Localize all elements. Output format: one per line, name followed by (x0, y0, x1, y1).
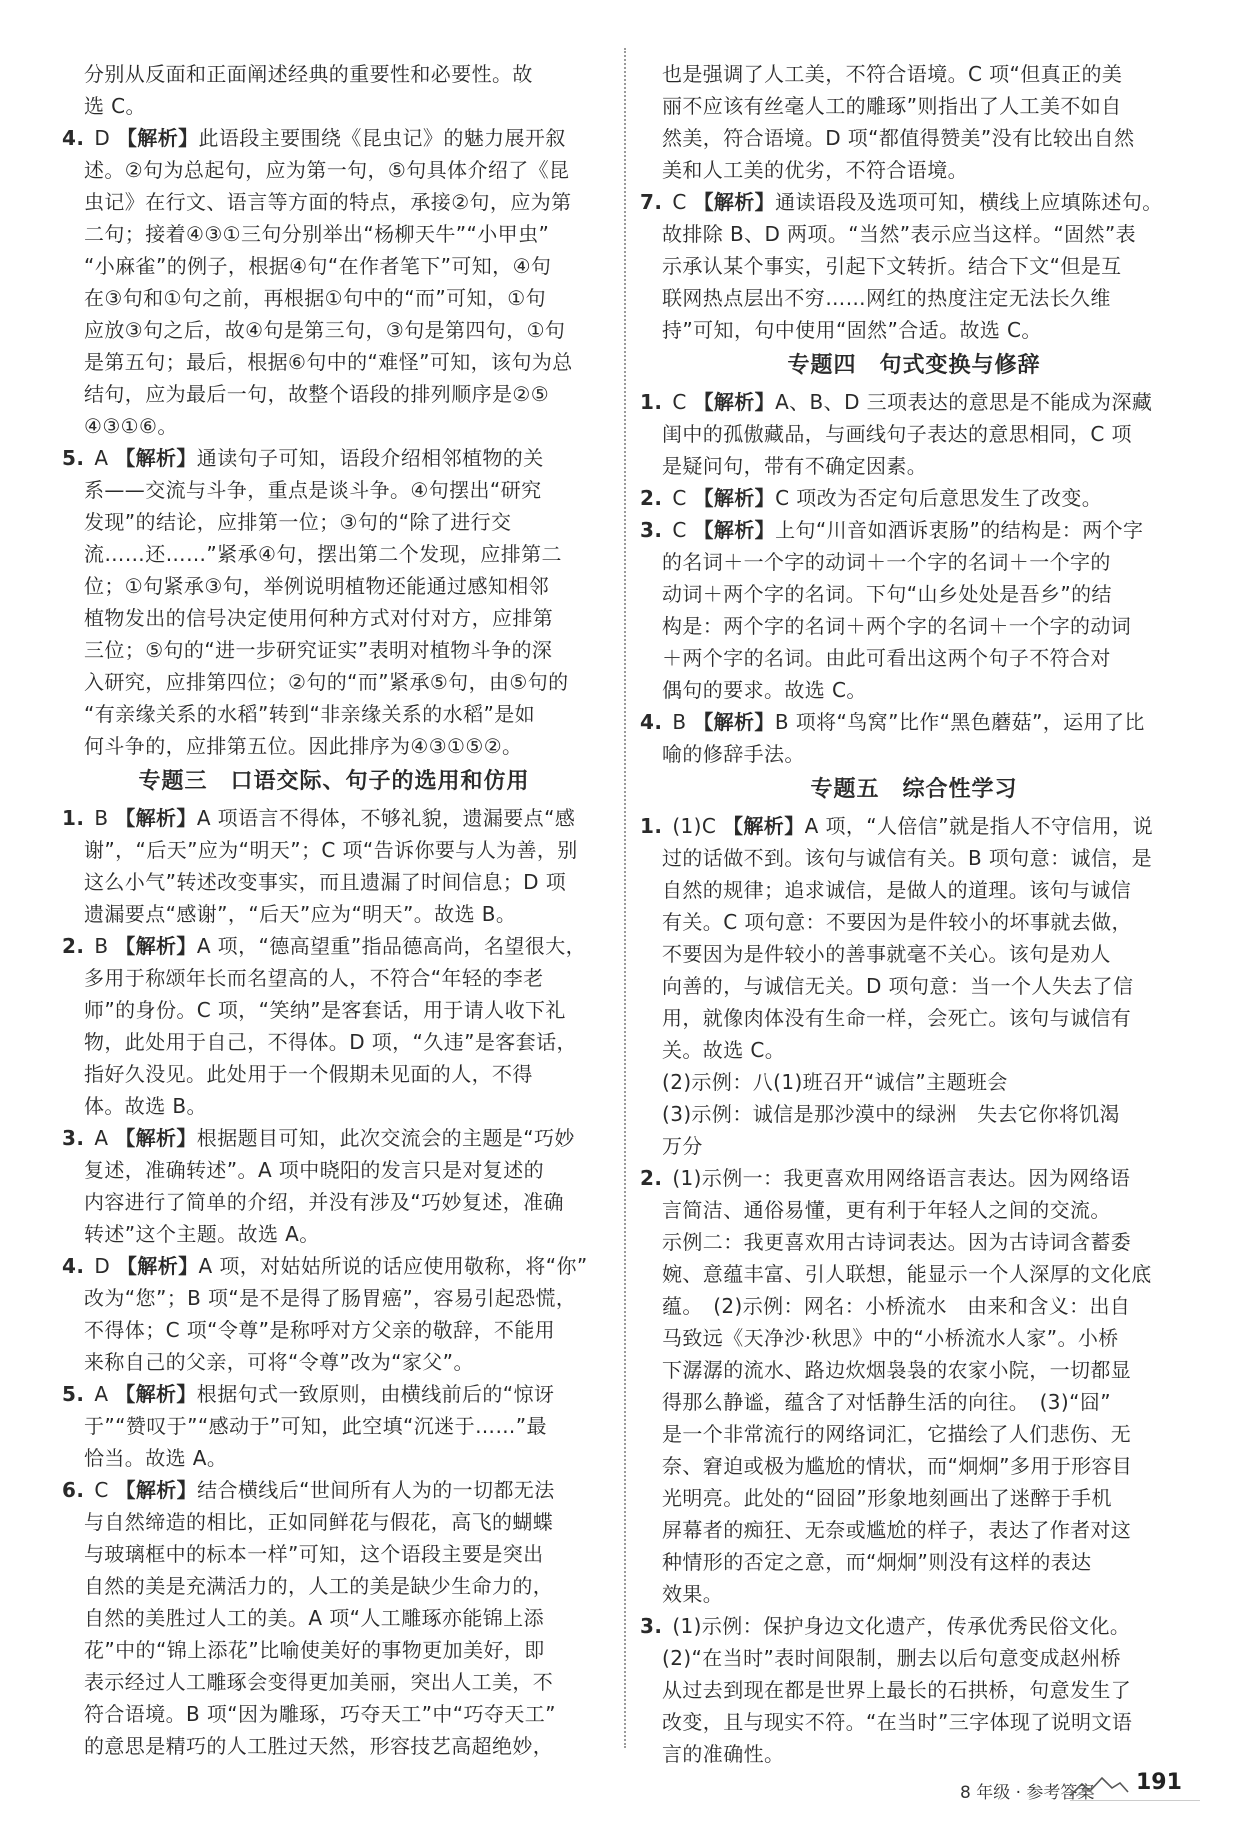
line-text: 上句“川音如酒诉衷肠”的结构是：两个字 (775, 518, 1144, 542)
text-line (62, 1186, 606, 1218)
text-line (640, 218, 1188, 250)
line-text: 马致远《天净沙·秋思》中的“小桥流水人家”。小桥 (662, 1326, 1119, 1350)
text-line (62, 58, 606, 90)
line-text: 持”可知，句中使用“固然”合适。故选 C。 (662, 318, 1042, 342)
text-line (640, 1546, 1188, 1578)
text-line (640, 738, 1188, 770)
text-line (62, 410, 606, 442)
text-line (640, 842, 1188, 874)
line-text: B 项将“鸟窝”比作“黑色蘑菇”，运用了比 (774, 710, 1145, 734)
analysis-tag: 【解析】 (693, 390, 776, 414)
question-number: 3. (62, 1126, 85, 1150)
line-text: (2)“在当时”表时间限制，删去以后句意变成赵州桥 (662, 1646, 1122, 1670)
answer-letter: A (94, 1126, 109, 1150)
line-text: C 项改为否定句后意思发生了改变。 (775, 486, 1103, 510)
line-text: 自然的美胜过人工的美。A 项“人工雕琢亦能锦上添 (84, 1606, 544, 1630)
question-number: 5. (62, 446, 85, 470)
text-line (640, 938, 1188, 970)
column-divider (624, 48, 626, 1748)
line-text: (1)示例一：我更喜欢用网络语言表达。因为网络语 (672, 1166, 1131, 1190)
text-line (640, 1386, 1188, 1418)
question-item (640, 1162, 1188, 1194)
question-number: 1. (640, 814, 663, 838)
line-text: 有关。C 项句意：不要因为是件较小的坏事就去做， (662, 910, 1132, 934)
line-text: 也是强调了人工美，不符合语境。C 项“但真正的美 (662, 62, 1123, 86)
line-text: 述。②句为总起句，应为第一句，⑤句具体介绍了《昆 (84, 158, 570, 182)
text-line (640, 970, 1188, 1002)
question-number: 1. (640, 390, 663, 414)
text-line (62, 1026, 606, 1058)
line-text: 是一个非常流行的网络词汇，它描绘了人们悲伤、无 (662, 1422, 1132, 1446)
question-item (640, 514, 1188, 546)
question-item (62, 1378, 606, 1410)
line-text: 根据句式一致原则，由横线前后的“惊讶 (196, 1382, 555, 1406)
text-line (640, 906, 1188, 938)
text-line (62, 1154, 606, 1186)
text-line (640, 1578, 1188, 1610)
line-text: 体。故选 B。 (84, 1094, 207, 1118)
analysis-tag: 【解析】 (116, 126, 199, 150)
line-text: 植物发出的信号决定使用何种方式对付对方，应排第 (84, 606, 554, 630)
line-text: 应放③句之后，故④句是第三句，③句是第四句，①句 (84, 318, 566, 342)
text-line (62, 1730, 606, 1762)
text-line (640, 578, 1188, 610)
text-line (640, 282, 1188, 314)
answer-letter: B (672, 710, 687, 734)
text-line (62, 282, 606, 314)
line-text: 系——交流与斗争，重点是谈斗争。④句摆出“研究 (84, 478, 542, 502)
text-line (640, 610, 1188, 642)
line-text: 的名词＋一个字的动词＋一个字的名词＋一个字的 (662, 550, 1111, 574)
line-text: 根据题目可知，此次交流会的主题是“巧妙 (196, 1126, 575, 1150)
footer-label: 8 年级 · 参考答案 (960, 1783, 1095, 1803)
answer-letter: C (672, 190, 687, 214)
section-heading: 专题四 句式变换与修辞 (787, 353, 1041, 378)
line-text: 通读语段及选项可知，横线上应填陈述句。 (775, 190, 1163, 214)
line-text: 用，就像肉体没有生命一样，会死亡。该句与诚信有 (662, 1006, 1132, 1030)
text-line (62, 1314, 606, 1346)
question-item (640, 706, 1188, 738)
line-text: 指好久没见。此处用于一个假期未见面的人，不得 (84, 1062, 533, 1086)
line-text: 关。故选 C。 (662, 1038, 786, 1062)
line-text: 种情形的否定之意，而“炯炯”则没有这样的表达 (662, 1550, 1092, 1574)
line-text: 选 C。 (84, 94, 146, 118)
line-text: 蕴。 (2)示例：网名：小桥流水 由来和含义：出自 (662, 1294, 1131, 1318)
question-number: 4. (640, 710, 663, 734)
text-line (640, 1322, 1188, 1354)
text-line (640, 314, 1188, 346)
line-text: 与自然缔造的相比，正如同鲜花与假花，高飞的蝴蝶 (84, 1510, 554, 1534)
line-text: 谢”，“后天”应为“明天”；C 项“告诉你要与人为善，别 (84, 838, 578, 862)
line-text: 偶句的要求。故选 C。 (662, 678, 867, 702)
text-line (62, 1282, 606, 1314)
question-number: 2. (640, 1166, 663, 1190)
footer-rule (1070, 1800, 1200, 1801)
line-text: (3)示例：诚信是那沙漠中的绿洲 失去它你将饥渴 (662, 1102, 1120, 1126)
line-text: 何斗争的，应排第五位。因此排序为④③①⑤②。 (84, 734, 523, 758)
question-item (640, 186, 1188, 218)
text-line (62, 1602, 606, 1634)
line-text: 入研究，应排第四位；②句的“而”紧承⑤句，由⑤句的 (84, 670, 569, 694)
line-text: A 项语言不得体，不够礼貌，遗漏要点“感 (196, 806, 576, 830)
line-text: 光明亮。此处的“囧囧”形象地刻画出了迷醉于手机 (662, 1486, 1112, 1510)
page-number: 191 (1136, 1770, 1182, 1795)
question-number: 3. (640, 1614, 663, 1638)
line-text: 不得体；C 项“令尊”是称呼对方父亲的敬辞，不能用 (84, 1318, 556, 1342)
question-number: 3. (640, 518, 663, 542)
text-line (62, 218, 606, 250)
analysis-tag: 【解析】 (693, 486, 776, 510)
page-footer (960, 1770, 1240, 1806)
answer-letter: (1)C (672, 814, 717, 838)
line-text: 于”“赞叹于”“感动于”可知，此空填“沉迷于……”最 (84, 1414, 547, 1438)
line-text: 奈、窘迫或极为尴尬的情状，而“炯炯”多用于形容目 (662, 1454, 1133, 1478)
line-text: 示承认某个事实，引起下文转折。结合下文“但是互 (662, 254, 1122, 278)
answer-letter: D (94, 126, 111, 150)
question-number: 1. (62, 806, 85, 830)
text-line (62, 1634, 606, 1666)
text-line (640, 450, 1188, 482)
text-line (62, 1410, 606, 1442)
line-text: 发现”的结论，应排第一位；③句的“除了进行交 (84, 510, 512, 534)
analysis-tag: 【解析】 (693, 190, 776, 214)
answer-letter: A (94, 446, 109, 470)
line-text: 改变，且与现实不符。“在当时”三字体现了说明文语 (662, 1710, 1133, 1734)
text-line (640, 1002, 1188, 1034)
question-item (62, 802, 606, 834)
line-text: 通读句子可知，语段介绍相邻植物的关 (196, 446, 544, 470)
text-line (640, 1226, 1188, 1258)
line-text: 喻的修辞手法。 (662, 742, 805, 766)
line-text: 自然的规律；追求诚信，是做人的道理。该句与诚信 (662, 878, 1132, 902)
line-text: 从过去到现在都是世界上最长的石拱桥，句意发生了 (662, 1678, 1132, 1702)
text-line (640, 58, 1188, 90)
text-line (640, 1130, 1188, 1162)
line-text: 在③句和①句之前，再根据①句中的“而”可知，①句 (84, 286, 547, 310)
analysis-tag: 【解析】 (116, 1254, 199, 1278)
text-line (62, 1698, 606, 1730)
line-text: 复述，准确转述”。A 项中晓阳的发言只是对复述的 (84, 1158, 544, 1182)
question-item (62, 442, 606, 474)
line-text: 的意思是精巧的人工胜过天然，形容技艺高超绝妙， (84, 1734, 554, 1758)
text-line (62, 730, 606, 762)
right-column (640, 58, 1188, 1770)
line-text: 婉、意蕴丰富、引人联想，能显示一个人深厚的文化底 (662, 1262, 1152, 1286)
line-text: 多用于称颂年长而名望高的人，不符合“年轻的李老 (84, 966, 544, 990)
text-line (640, 1066, 1188, 1098)
line-text: 言的准确性。 (662, 1742, 785, 1766)
analysis-tag: 【解析】 (115, 446, 197, 470)
line-text: 来称自己的父亲，可将“令尊”改为“家父”。 (84, 1350, 474, 1374)
answer-letter: C (94, 1478, 109, 1502)
analysis-tag: 【解析】 (723, 814, 805, 838)
text-line (640, 1450, 1188, 1482)
line-text: 然美，符合语境。D 项“都值得赞美”没有比较出自然 (662, 126, 1135, 150)
text-line (62, 602, 606, 634)
question-number: 4. (62, 1254, 85, 1278)
question-item (62, 1250, 606, 1282)
text-line (62, 666, 606, 698)
line-text: 美和人工美的优劣，不符合语境。 (662, 158, 968, 182)
answer-letter: C (672, 390, 687, 414)
answer-letter: D (94, 1254, 111, 1278)
text-line (62, 90, 606, 122)
line-text: 结合横线后“世间所有人为的一切都无法 (197, 1478, 555, 1502)
text-line (62, 634, 606, 666)
line-text: 二句；接着④③①三句分别举出“杨柳天牛”“小甲虫” (84, 222, 550, 246)
line-text: 故排除 B、D 两项。“当然”表示应当这样。“固然”表 (662, 222, 1137, 246)
text-line (62, 250, 606, 282)
text-line (640, 674, 1188, 706)
text-line (62, 154, 606, 186)
text-line (640, 874, 1188, 906)
line-text: ④③①⑥。 (84, 414, 178, 438)
question-number: 5. (62, 1382, 85, 1406)
line-text: 得那么静谧，蕴含了对恬静生活的向往。 (3)“囧” (662, 1390, 1112, 1414)
question-number: 4. (62, 126, 85, 150)
line-text: 恰当。故选 A。 (84, 1446, 228, 1470)
question-item (62, 930, 606, 962)
line-text: 过的话做不到。该句与诚信有关。B 项句意：诚信，是 (662, 846, 1153, 870)
line-text: 言简洁、通俗易懂，更有利于年轻人之间的交流。 (662, 1198, 1111, 1222)
analysis-tag: 【解析】 (693, 518, 776, 542)
line-text: 分别从反面和正面阐述经典的重要性和必要性。故 (84, 62, 533, 86)
line-text: 物，此处用于自己，不得体。D 项，“久违”是客套话， (84, 1030, 577, 1054)
text-line (640, 122, 1188, 154)
text-line (62, 378, 606, 410)
text-line (62, 698, 606, 730)
line-text: 师”的身份。C 项，“笑纳”是客套话，用于请人收下礼 (84, 998, 566, 1022)
line-text: 动词＋两个字的名词。下句“山乡处处是吾乡”的结 (662, 582, 1112, 606)
mountain-icon (1068, 1772, 1130, 1800)
text-line (640, 1674, 1188, 1706)
text-line (640, 1418, 1188, 1450)
text-line (62, 962, 606, 994)
question-item (640, 482, 1188, 514)
line-text: (2)示例：八(1)班召开“诚信”主题班会 (662, 1070, 1008, 1094)
question-item (62, 1122, 606, 1154)
line-text: A 项，“人倍信”就是指人不守信用，说 (804, 814, 1153, 838)
text-line (640, 642, 1188, 674)
left-column (62, 58, 606, 1762)
section-heading: 专题五 综合性学习 (810, 777, 1018, 802)
line-text: 屏幕者的痴狂、无奈或尴尬的样子，表达了作者对这 (662, 1518, 1132, 1542)
text-line (62, 474, 606, 506)
line-text: ＋两个字的名词。由此可看出这两个句子不符合对 (662, 646, 1111, 670)
text-line (640, 1290, 1188, 1322)
text-line (640, 1706, 1188, 1738)
line-text: 自然的美是充满活力的，人工的美是缺少生命力的， (84, 1574, 554, 1598)
text-line (640, 546, 1188, 578)
line-text: (1)示例：保护身边文化遗产，传承优秀民俗文化。 (672, 1614, 1131, 1638)
text-line (62, 1666, 606, 1698)
text-line (640, 250, 1188, 282)
line-text: 改为“您”；B 项“是不是得了肠胃癌”，容易引起恐慌， (84, 1286, 577, 1310)
text-line (640, 1034, 1188, 1066)
text-line (640, 1194, 1188, 1226)
line-text: 向善的，与诚信无关。D 项句意：当一个人失去了信 (662, 974, 1134, 998)
text-line (640, 1738, 1188, 1770)
question-item (640, 1610, 1188, 1642)
question-item (640, 810, 1188, 842)
text-line (62, 570, 606, 602)
text-line (640, 1258, 1188, 1290)
line-text: 内容进行了简单的介绍，并没有涉及“巧妙复述，准确 (84, 1190, 564, 1214)
analysis-tag: 【解析】 (115, 934, 197, 958)
question-item (62, 122, 606, 154)
analysis-tag: 【解析】 (115, 1382, 197, 1406)
section-heading: 专题三 口语交际、句子的选用和仿用 (138, 769, 530, 794)
line-text: 是疑问句，带有不确定因素。 (662, 454, 928, 478)
text-line (62, 314, 606, 346)
analysis-tag: 【解析】 (115, 806, 197, 830)
line-text: “小麻雀”的例子，根据④句“在作者笔下”可知，④句 (84, 254, 552, 278)
text-line (62, 346, 606, 378)
line-text: 联网热点层出不穷……网红的热度注定无法长久维 (662, 286, 1111, 310)
text-line (62, 834, 606, 866)
text-line (62, 994, 606, 1026)
line-text: A、B、D 三项表达的意思是不能成为深藏 (775, 390, 1153, 414)
text-line (62, 1442, 606, 1474)
line-text: 这么小气”转述改变事实，而且遗漏了时间信息；D 项 (84, 870, 567, 894)
answer-letter: A (94, 1382, 109, 1406)
line-text: 效果。 (662, 1582, 724, 1606)
analysis-tag: 【解析】 (115, 1126, 197, 1150)
line-text: 万分 (662, 1134, 703, 1158)
text-line (62, 898, 606, 930)
line-text: A 项，“德高望重”指品德高尚，名望很大， (196, 934, 586, 958)
analysis-tag: 【解析】 (693, 710, 775, 734)
line-text: 此语段主要围绕《昆虫记》的魅力展开叙 (198, 126, 566, 150)
answer-letter: B (94, 934, 109, 958)
question-number: 6. (62, 1478, 85, 1502)
line-text: A 项，对姑姑所说的话应使用敬称，将“你” (198, 1254, 588, 1278)
line-text: 与玻璃框中的标本一样”可知，这个语段主要是突出 (84, 1542, 544, 1566)
line-text: 转述”这个主题。故选 A。 (84, 1222, 320, 1246)
text-line (62, 1218, 606, 1250)
question-number: 2. (62, 934, 85, 958)
question-number: 7. (640, 190, 663, 214)
text-line (62, 1090, 606, 1122)
text-line (62, 1346, 606, 1378)
line-text: 三位；⑤句的“进一步研究证实”表明对植物斗争的深 (84, 638, 553, 662)
text-line (640, 1098, 1188, 1130)
text-line (640, 1642, 1188, 1674)
text-line (640, 1482, 1188, 1514)
line-text: 构是：两个字的名词＋两个字的名词＋一个字的动词 (662, 614, 1132, 638)
text-line (640, 1354, 1188, 1386)
line-text: 流……还……”紧承④句，摆出第二个发现，应排第二 (84, 542, 562, 566)
line-text: 示例二：我更喜欢用古诗词表达。因为古诗词含蓄委 (662, 1230, 1132, 1254)
answer-letter: C (672, 486, 687, 510)
text-line (62, 538, 606, 570)
line-text: 结句，应为最后一句，故整个语段的排列顺序是②⑤ (84, 382, 550, 406)
text-line (640, 154, 1188, 186)
line-text: 虫记》在行文、语言等方面的特点，承接②句，应为第 (84, 190, 572, 214)
line-text: 位；①句紧承③句，举例说明植物还能通过感知相邻 (84, 574, 550, 598)
question-item (640, 386, 1188, 418)
line-text: 花”中的“锦上添花”比喻使美好的事物更加美好，即 (84, 1638, 545, 1662)
line-text: 遗漏要点“感谢”，“后天”应为“明天”。故选 B。 (84, 902, 517, 926)
line-text: 闺中的孤傲藏品，与画线句子表达的意思相同，C 项 (662, 422, 1132, 446)
text-line (640, 1514, 1188, 1546)
text-line (62, 186, 606, 218)
text-line (62, 506, 606, 538)
answer-letter: C (672, 518, 687, 542)
line-text: 是第五句；最后，根据⑥句中的“难怪”可知，该句为总 (84, 350, 573, 374)
text-line (62, 1058, 606, 1090)
text-line (62, 1570, 606, 1602)
text-line (640, 418, 1188, 450)
answer-letter: B (94, 806, 109, 830)
analysis-tag: 【解析】 (115, 1478, 198, 1502)
line-text: 丽不应该有丝毫人工的雕琢”则指出了人工美不如自 (662, 94, 1122, 118)
line-text: 符合语境。B 项“因为雕琢，巧夺天工”中“巧夺天工” (84, 1702, 556, 1726)
text-line (62, 1538, 606, 1570)
question-number: 2. (640, 486, 663, 510)
text-line (640, 90, 1188, 122)
line-text: 不要因为是件较小的善事就毫不关心。该句是劝人 (662, 942, 1111, 966)
line-text: 下潺潺的流水、路边炊烟袅袅的农家小院，一切都显 (662, 1358, 1132, 1382)
text-line (62, 866, 606, 898)
question-item (62, 1474, 606, 1506)
text-line (62, 1506, 606, 1538)
line-text: 表示经过人工雕琢会变得更加美丽，突出人工美，不 (84, 1670, 554, 1694)
line-text: “有亲缘关系的水稻”转到“非亲缘关系的水稻”是如 (84, 702, 536, 726)
